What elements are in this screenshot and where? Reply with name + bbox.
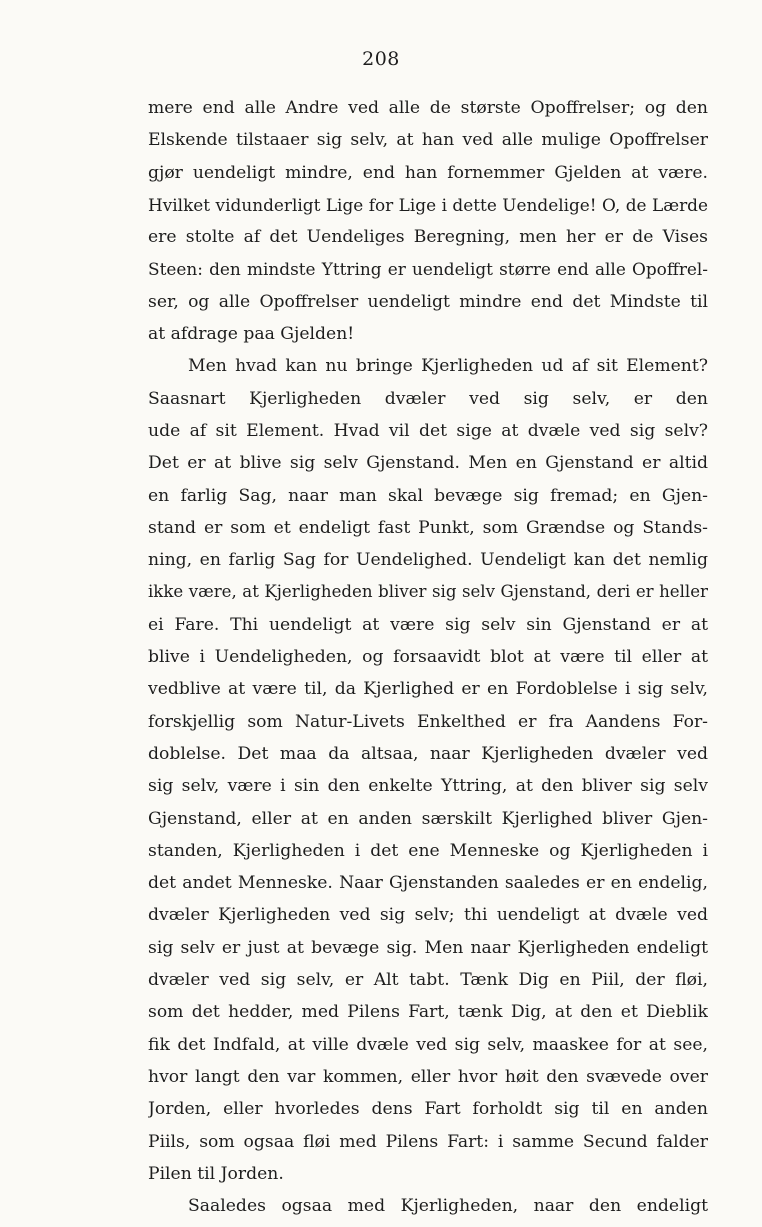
text-line: dvæler ved sig selv, er Alt tabt. Tænk Dig en Piil, der fløi, <box>148 970 708 991</box>
text-line: Men hvad kan nu bringe Kjerligheden ud af sit Element? <box>188 356 708 377</box>
text-line: sig selv er just at bevæge sig. Men naar Kjerligheden endeligt <box>148 937 708 958</box>
text-line: Det er at blive sig selv Gjenstand. Men en Gjenstand er altid <box>148 453 708 474</box>
text-line: blive i Uendeligheden, og forsaavidt blot at være til eller at <box>148 647 708 668</box>
text-line: Gjenstand, eller at en anden særskilt Kjerlighed bliver Gjen- <box>148 808 708 829</box>
text-line: fik det Indfald, at ville dvæle ved sig selv, maaskee for at see, <box>148 1034 708 1055</box>
text-line: stand er som et endeligt fast Punkt, som Grændse og Stands- <box>148 517 708 538</box>
text-line: Piils, som ogsaa fløi med Pilens Fart: i samme Secund falder <box>148 1131 708 1152</box>
text-line: doblelse. Det maa da altsaa, naar Kjerligheden dvæler ved <box>148 743 708 764</box>
text-line: hvor langt den var kommen, eller hvor høit den svævede over <box>148 1066 708 1087</box>
text-line: Steen: den mindste Yttring er uendeligt større end alle Opoffrel- <box>148 259 708 280</box>
text-line: ning, en farlig Sag for Uendelighed. Uendeligt kan det nemlig <box>148 550 708 571</box>
text-line: gjør uendeligt mindre, end han fornemmer Gjelden at være. <box>148 162 708 183</box>
text-line: dvæler Kjerligheden ved sig selv; thi uendeligt at dvæle ved <box>148 905 708 926</box>
text-line: forskjellig som Natur-Livets Enkelthed er fra Aandens For- <box>148 711 708 732</box>
text-line: Saasnart Kjerligheden dvæler ved sig selv, er den <box>148 388 708 409</box>
text-line: vedblive at være til, da Kjerlighed er en Fordoblelse i sig selv, <box>148 679 708 700</box>
text-line: mere end alle Andre ved alle de største Opoffrelser; og den <box>148 98 708 118</box>
text-line: en farlig Sag, naar man skal bevæge sig fremad; en Gjen- <box>148 485 708 506</box>
page-number: 208 <box>362 48 400 70</box>
text-line: at afdrage paa Gjelden! <box>148 324 355 345</box>
text-line: ei Fare. Thi uendeligt at være sig selv sin Gjenstand er at <box>148 614 708 635</box>
text-line: ere stolte af det Uendeliges Beregning, men her er de Vises <box>148 227 708 248</box>
text-line: Hvilket vidunderligt Lige for Lige i dette Uendelige! O, de Lærde <box>148 194 708 215</box>
text-line: ser, og alle Opoffrelser uendeligt mindre end det Mindste til <box>148 291 708 312</box>
text-line: som det hedder, med Pilens Fart, tænk Dig, at den et Dieblik <box>148 1002 708 1023</box>
text-line: ude af sit Element. Hvad vil det sige at dvæle ved sig selv? <box>148 420 708 441</box>
text-line: Saaledes ogsaa med Kjerligheden, naar den endeligt <box>188 1196 708 1217</box>
text-line: det andet Menneske. Naar Gjenstanden saaledes er en endelig, <box>148 873 708 894</box>
text-line: Elskende tilstaaer sig selv, at han ved alle mulige Opoffrelser <box>148 130 708 151</box>
text-line: standen, Kjerligheden i det ene Menneske og Kjerligheden i <box>148 840 708 861</box>
text-line: sig selv, være i sin den enkelte Yttring, at den bliver sig selv <box>148 776 708 797</box>
text-line: ikke være, at Kjerligheden bliver sig selv Gjenstand, deri er heller <box>148 582 708 602</box>
body-text <box>148 92 708 1222</box>
text-line: Pilen til Jorden. <box>148 1163 284 1184</box>
text-line: Jorden, eller hvorledes dens Fart forholdt sig til en anden <box>148 1099 708 1120</box>
